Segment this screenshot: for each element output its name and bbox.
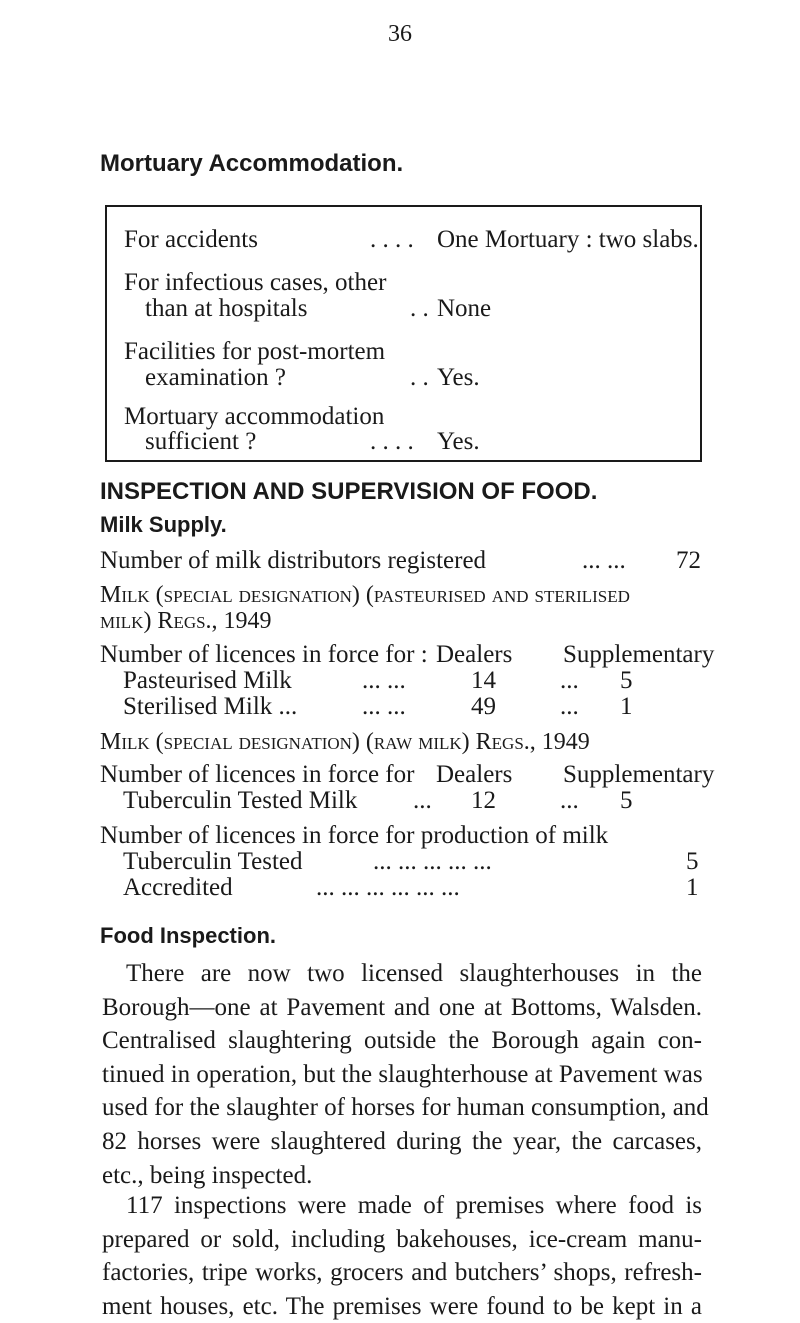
tuberculin-tested-milk-label: Tuberculin Tested Milk	[123, 787, 358, 814]
mortuary-row-accidents-label: For accidents	[124, 226, 258, 253]
mortuary-row-sufficient-label-1: Mortuary accommodation	[124, 403, 385, 430]
milk-supply-heading: Milk Supply.	[100, 512, 227, 537]
sterilised-dealers: 49	[471, 693, 496, 720]
paragraph-line: etc., being inspected.	[102, 1161, 313, 1189]
pasteurised-label: Pasteurised Milk	[123, 667, 292, 694]
distributors-label: Number of milk distributors registered	[100, 547, 487, 574]
page-number: 36	[388, 21, 412, 47]
production-tuberculin-label: Tuberculin Tested	[123, 848, 303, 875]
special-regs-1-line1: Milk (special designation) (pasteurised and sterilised	[100, 582, 630, 608]
pasteurised-dealers: 14	[471, 667, 496, 694]
licences-2-col-dealers: Dealers	[436, 761, 513, 788]
licences-2-col-supplementary: Supplementary	[563, 761, 715, 788]
sterilised-dots: ...	[560, 693, 579, 720]
paragraph-line: tinued in operation, but the slaughterhouse at Pavement was	[102, 1060, 703, 1088]
mortuary-row-accidents-leader: . . . .	[370, 226, 414, 253]
tuberculin-tested-milk-dealers: 12	[471, 787, 496, 814]
licences-1-label: Number of licences in force for :	[100, 641, 428, 668]
production-accredited-value: 1	[686, 874, 699, 901]
mortuary-row-sufficient-leader: . . . .	[370, 428, 414, 455]
food-inspection-paragraph-2	[102, 1189, 702, 1323]
food-inspection-paragraph-1	[102, 957, 709, 1192]
paragraph-line: prepared or sold, including bakehouses, ice-cream manu-	[102, 1225, 702, 1253]
mortuary-row-postmortem-value: Yes.	[437, 364, 480, 391]
sterilised-supplementary: 1	[620, 693, 633, 720]
distributors-value: 72	[676, 547, 701, 574]
mortuary-row-postmortem-label-2: examination ?	[145, 364, 286, 391]
paragraph-line: There are now two licensed slaughterhouses in the	[126, 960, 702, 987]
mortuary-row-postmortem-label-1: Facilities for post-mortem	[124, 338, 386, 365]
licences-1-col-dealers: Dealers	[436, 641, 513, 668]
production-accredited-leader: ... ... ... ... ... ...	[316, 874, 460, 901]
tuberculin-tested-milk-leader: ...	[413, 787, 432, 814]
food-inspection-heading: Food Inspection.	[100, 923, 276, 948]
licences-1-col-supplementary: Supplementary	[563, 641, 715, 668]
mortuary-row-infectious-value: None	[437, 295, 492, 322]
pasteurised-supplementary: 5	[620, 667, 633, 694]
mortuary-row-infectious-label-1: For infectious cases, other	[124, 269, 387, 296]
tuberculin-tested-milk-supplementary: 5	[620, 787, 633, 814]
paragraph-line: Centralised slaughtering outside the Borough again con-	[102, 1027, 702, 1055]
mortuary-row-infectious-label-2: than at hospitals	[145, 295, 308, 322]
mortuary-row-sufficient-value: Yes.	[437, 428, 480, 455]
mortuary-row-sufficient-label-2: sufficient ?	[145, 428, 257, 455]
paragraph-line: 82 horses were slaughtered during the year, the carcases,	[102, 1127, 702, 1155]
pasteurised-dots: ...	[560, 667, 579, 694]
paragraph-line: Borough—one at Pavement and one at Bottoms, Walsden.	[102, 993, 702, 1021]
tuberculin-tested-milk-dots: ...	[560, 787, 579, 814]
paragraph-line: 117 inspections were made of premises where food is	[126, 1192, 702, 1219]
mortuary-row-accidents-value: One Mortuary : two slabs.	[437, 226, 699, 253]
pasteurised-leader: ... ...	[362, 667, 406, 694]
mortuary-row-infectious-leader: . .	[410, 295, 429, 322]
production-tuberculin-value: 5	[686, 848, 699, 875]
special-regs-1-line2: milk) Regs., 1949	[100, 608, 272, 634]
paragraph-line: ment houses, etc. The premises were found to be kept in a	[102, 1292, 702, 1320]
sterilised-leader: ... ...	[362, 693, 406, 720]
licences-2-label: Number of licences in force for	[100, 761, 415, 788]
special-regs-2: Milk (special designation) (raw milk) Regs., 1949	[100, 729, 590, 755]
mortuary-row-postmortem-leader: . .	[410, 364, 429, 391]
paragraph-line: factories, tripe works, grocers and butchers’ shops, refresh-	[102, 1259, 702, 1287]
distributors-leader: ... ...	[582, 547, 626, 574]
inspection-heading: INSPECTION AND SUPERVISION OF FOOD.	[100, 478, 598, 505]
mortuary-heading: Mortuary Accommodation.	[100, 150, 404, 177]
production-tuberculin-leader: ... ... ... ... ...	[373, 848, 492, 875]
paragraph-line: used for the slaughter of horses for human consumption, and	[102, 1094, 709, 1122]
production-accredited-label: Accredited	[123, 874, 233, 901]
production-label: Number of licences in force for production of milk	[100, 822, 609, 849]
sterilised-label: Sterilised Milk ...	[123, 693, 298, 720]
